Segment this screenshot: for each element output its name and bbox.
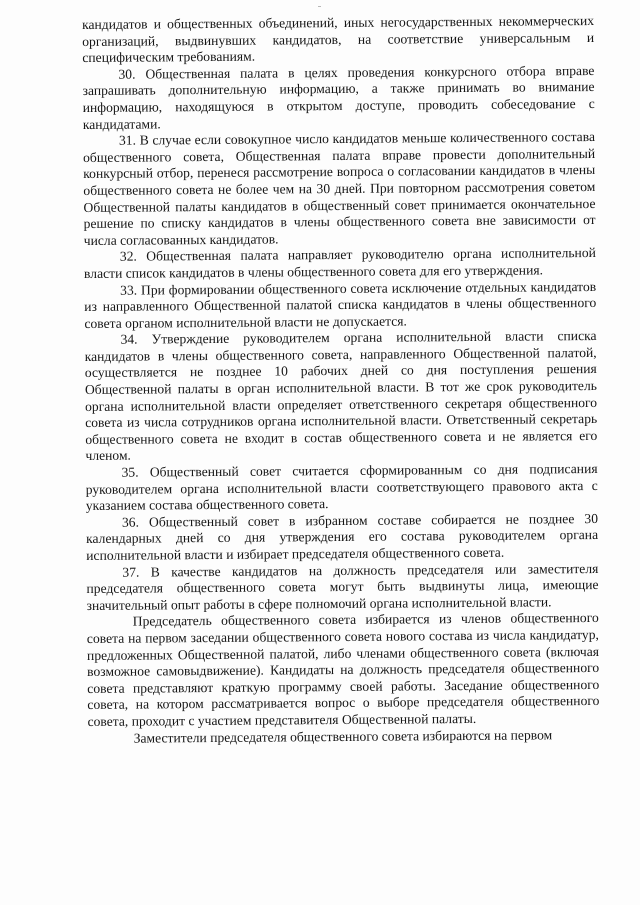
paragraph-continuation: кандидатов и общественных объединений, иных негосударственных некоммерческих организаций, выдвинувших кандидатов, на соответствие универсальным и специфическим требованиям. xyxy=(82,12,595,66)
document-body xyxy=(82,13,600,747)
scan-speck xyxy=(318,6,321,7)
paragraph-36: 36. Общественный совет в избранном составе собирается не позднее 30 календарных дней со дня утверждения его состава руководителем органа исполнительной власти и избирает председателя общественного совета. xyxy=(86,510,599,563)
paragraph-deputy-election: Заместители председателя общественного совета избираются на первом xyxy=(133,726,553,746)
paragraph-34: 34. Утверждение руководителем органа исполнительной власти списка кандидатов в члены общественного совета, направленного Общественной палатой, осуществляется не позднее 10 рабочих дней со дня поступления решения Общественной палаты в орган исполнительной власти. В тот же срок руководитель органа исполнительной власти определяет ответственного секретаря общественного совета из числа сотрудников органа исполнительной власти. Ответственный секретарь общественного совета не входит в состав общественного совета и не является его членом. xyxy=(84,328,598,464)
paragraph-33: 33. При формировании общественного совета исключение отдельных кандидатов из направленного Общественной палатой списка кандидатов в члены общественного совета органом исполнительной власти не допускается. xyxy=(84,278,597,331)
paragraph-30: 30. Общественная палата в целях проведения конкурсного отбора вправе запрашивать дополнительную информацию, а также принимать во внимание информацию, находящуюся в открытом доступе, проводить собеседование с кандидатами. xyxy=(82,62,595,132)
paragraph-35: 35. Общественный совет считается сформированным со дня подписания руководителем органа исполнительной власти соответствующего правового акта с указанием состава общественного совета. xyxy=(85,460,598,514)
paragraph-32: 32. Общественная палата направляет руководителю органа исполнительной власти список кандидатов в члены общественного совета для его утверждения. xyxy=(83,245,596,281)
paragraph-chairman-election: Председатель общественного совета избирается из членов общественного совета на первом заседании общественного совета нового состава из числа кандидатур, предложенных Общественной палатой, либо членами общественного совета (включая возможное самовыдвижение). Кандидаты на должность председателя общественного совета представляют краткую программу своей работы. Заседание общественного совета, на котором рассматривается вопрос о выборе председателя общественного совета, проходит с участием представителя Общественной палаты. xyxy=(86,610,600,729)
paragraph-37: 37. В качестве кандидатов на должность председателя или заместителя председателя общественного совета могут быть выдвинуты лица, имеющие значительный опыт работы в сфере полномочий органа исполнительной власти. xyxy=(86,560,599,613)
paragraph-31: 31. В случае если совокупное число кандидатов меньше количественного состава общественного совета, Общественная палата вправе провести дополнительный конкурсный отбор, перенеся рассмотрение вопроса о согласовании кандидатов в члены общественного совета не более чем на 30 дней. При повторном рассмотрения советом Общественной палаты кандидатов в общественный совет принимается окончательное решение по списку кандидатов в члены общественного совета вне зависимости от числа согласованных кандидатов. xyxy=(83,129,596,248)
